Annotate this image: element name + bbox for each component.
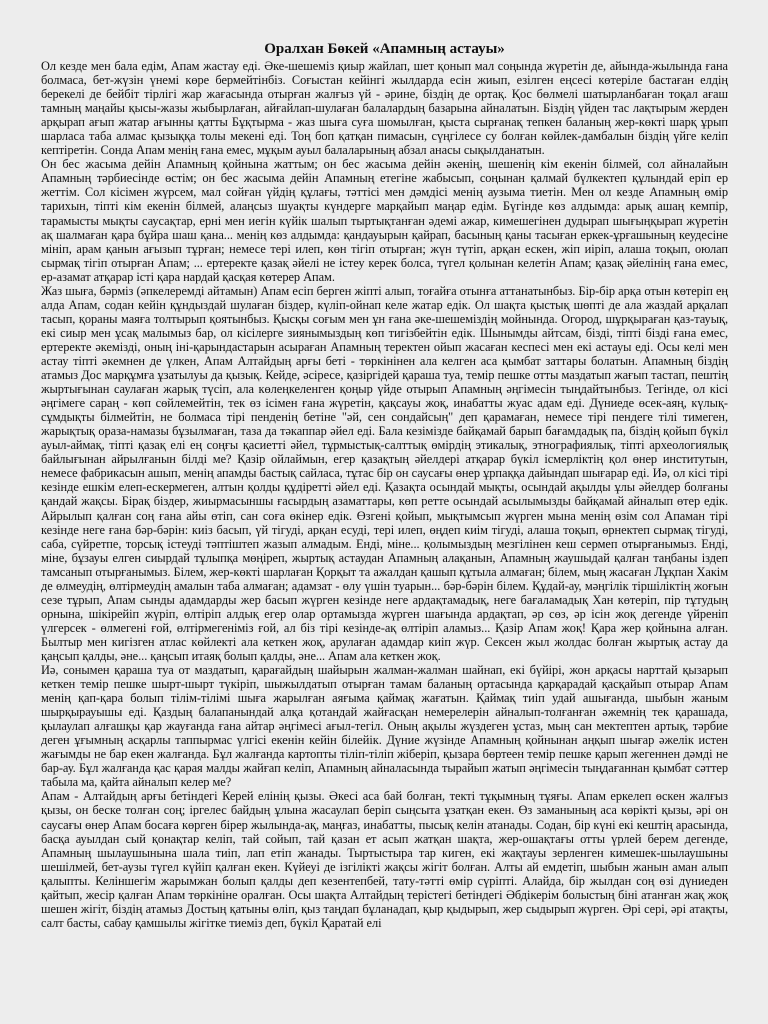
document-body bbox=[41, 59, 728, 930]
paragraph-3: Жаз шыға, бәрміз (әпкелеремді айтамын) Апам есіп берген жіпті алып, тоғайға отынға аттанатынбыз. Бір-бір арқа отын көтеріп ең алда Апам, содан кейін құндыздай шулаған біздер, күліп-ойнап келе жатар едік. Ол шақта қыстық шөпті де ала жаздай арқалап тасып, қораны маяға толтырып қоятынбыз. Қысқы соғым мен ұн ғана әке-шешеміздің мойнында. Огород, шұрқыраған қаз-тауық, екі сиыр мен ұсақ малымыз бар, ол кісілерге зиянымыздың көп тигізбейтін едік. Шынымды айтсам, бізді, тіпті бізді ғана емес, ертеректе әкемізді, оның іні-қарындастарын асыраған Апамның теректен ойып жасаған кеспесі мен екі астауы еді. Осы келі мен астау тіпті әкемнен де үлкен, Апам Алтайдың арғы беті - төркінінен ала келген аса қымбат заттары болатын. Апамның біздің атамыз Дос марқұмға ұзатылуы да қызық. Кейде, әсіресе, қазіргідей қараша туа, темір пешке отты маздатып жағып тастап, пештің жыртығынан саулаған жарық түсіп, ала көлеңкеленген қоңыр үйде отырып Апамның әңгімесін тыңдайтынбыз. Тегінде, ол кісі әңгімеге сараң - көп сөйлемейтін, тек өз ісімен ғана жүретін, қақсауы жоқ, инабатты жуас адам еді. Дүниеде өсек-аяң, күлық-сұмдықты білмейтін, не болмаса тірі пенденің бетіне "әй, сен сондайсың" деп қарамаған, немесе тірі пендеге тілі тимеген, жарықтық ораза-намазы бұзылмаған, таза да тәкаппар әйел еді. Бала кезімізде байқамай барып бағамдадық па, біздің қойып бүкіл ауыл-аймақ, тіпті қазақ елі ең соңғы қасиетті әйел, тұрмыстық-салттық өмірдің этикалық, этнографиялық, тіпті археологиялық байлығынан айрылғанын білді ме? Қазір ойлаймын, егер қазақтың әйелдері атқарар бүкіл ісмерліктің қол өнер институтын, немесе фабрикасын ашып, менің апамды бастық сайласа, тұтас бір он саусағы өнер ұрпаққа дайындап шығарар еді. Иә, ол кісі тірі кезінде ешкім елеп-ескермеген, алтын қолды құдіретті әйел еді. Қазақта осындай мықты, осындай ақылды ұлы әйелдер болғаны қандай жақсы. Бірақ біздер, жиырмасыншы ғасырдың азаматтары, көп ретте осындай асылымызды байқамай айналып өтер едік. Айрылып қалған соң ғана айы өтіп, сан соға өкінер едік. Өзгені қойып, мықтымсып жүрген мына менің өзім сол Апаман тірі кезінде неге ғана бәр-бәрін: киіз басып, үй тігуді, арқан есуді, тері илеп, өңдеп киім тігуді, алаша тоқып, өрнектеп сырмақ тігуді, саба, сүйретпе, торсық істеуді тәптіштеп жазып алмадым. Енді, міне... қолымыздың мезгілінен кеш сермеп отырғанымыз. Енді, міне, бұзауы елген сиырдай тұлыпқа мөңіреп, жыртық астаудан Апамның алақанын, Апамның жаушыдай қалған таңбаны іздеп тамсанып отырғанымыз. Білем, жер-көкті шарлаған Қорқыт та ажалдан қашып құтыла алмаған; білем, мың жасаған Лұқпан Хакім де өлмеудің, өлтірмеудің амалын таба алмаған; адамзат - өлу үшін туарын... бәр-бәрін білем. Құдай-ау, мәңгілік тіршіліктің жоғын сезе тұрып, Апам сынды адамдарды жер басып жүрген кезінде неге ардақтамадық, неге бағаламадық Хан көтеріп, пір тұтудың орнына, шікірейіп жүріп, өлтіріп алдық егер олар ортамызда жүрген шағында ардақтап, әр сөз, әр ісін жоқ дегенде үйреніп үлгерсек - өлмегені ғой, өлтірмегеніміз ғой, ал біз тірі кезінде-ақ өлтіріп аламыз... Қазір Апам жоқ! Қара жер қойнына алған. Былтыр мен кигізген атлас көйлекті ала кеткен жоқ, арулаған адамдар киіп жүр. Сексен жыл жолдас болған жыртық астау да қаңсып қалды, әне... қаңсып итаяқ болып қалды, әне... Апам ала кеткен жоқ. bbox=[41, 283, 728, 663]
paragraph-2: Он бес жасыма дейін Апамның қойнына жаттым; он бес жасыма дейін әкенің, шешенің кім екенін білмей, сол айналайын Апамның тәрбиесінде өстім; он бес жасыма дейін Апамның етегіне жабысып, соңынан қалмай бүлкектеп құлындай еріп ер жеттім. Сол кісімен жүрсем, мал сойған үйдің құлағы, тәттісі мен дәмдісі менің аузыма тиетін. Мен ол кезде Апамның өмір тарихын, тіпті кім екенін білмей, алаңсыз шуақты күндерге марқайып маңар едім. Бүгінде көз алдымда: арық ашаң кемпір, тарамысты мықты саусақтар, ерні мен иегін күйік шалып тыртықтанған әдемі ажар, кимешегінен дудырап шығыңқырап жүретін ақ шалмаған қара бұйра шаш қана... менің көз алдымда: қандауырын қайрап, басының қаны тасыған еркек-ұрғашының кеудесіне мініп, арам қанын ағызып тұрған; немесе тері илеп, көн тігіп отырған; жүн түтіп, арқан ескен, жіп иіріп, алаша тоқып, оюлап сырмақ тігіп отырған Апам; ... ертеректе қазақ әйелі не істеу керек болса, түгел қолынан келетін Апам; қазақ әйелінің ғана емес, ер-азамат атқарар істі қара нардай қасқая көтерер Апам. bbox=[41, 157, 728, 284]
paragraph-4: Иә, сонымен қараша туа от маздатып, қарағайдың шайырын жалман-жалман шайнап, екі бүйірі, жон арқасы нарттай қызарып кеткен темір пешке шырт-шырт түкіріп, шыжылдатып отырған тамам баланың ортасында қарқарадай қасқайып отырар Апам менің қап-қара болып тілім-тілімі шыға жарылған аяғыма қаймақ жағатын. Қаймақ тиіп удай ашығанда, шыбын жаным шырқырауышы еді. Қаздың балапанындай алқа қотандай жайғасқан немерелерін айналып-толғанған әжемнің тек қарашада, қылаулап алғашқы қар жауғанда ғана айтар әңгімесі ағыл-тегіл. Оның ақылы жүздеген ұстаз, мың сан мектептен артық, тәрбие деген ұғымның асқарлы таппырмас үлгісі екенін кейін білейік. Дүние жүзінде Апамның қойнынан аңқып шығар әжелік истен жағымды не бар екен жалғанда. Бұл жалғанда картопты тіліп-тіліп жіберіп, қызара бөртеен темір пешке қарып жегеннен дәмді не бар-ау. Бұл жалғанда қас қарая малды жайғап келіп, Апамның айналасында тырайып жатып әңгімесін тыңдағаннан қымбат сәттер табыла ма, қайта айналып келер ме? bbox=[41, 663, 728, 790]
paragraph-5: Апам - Алтайдың арғы бетіндегі Керей елінің қызы. Әкесі аса бай болған, текті тұқымның тұяғы. Апам еркелеп өскен жалғыз қызы, он беске толған соң; іргелес байдың ұлына жасаулап беріп сыңсыта ұзатқан екен. Өз заманының аса көрікті қызы, әрі он саусағы өнер Апам босаға көрген бірер жылында-ақ, маңғаз, инабатты, пысық келін атанады. Содан, бір күні екі кештің арасында, басқа ауылдан сый қонақтар келіп, тай сойып, тай қазан ет асып жатқан шақта, жер-ошақтағы отты үрлей берем дегенде, Апамның шылаушынына шала тиіп, лап етіп жанады. Тыртыстыра тар киген, екі жақтауы зерленген кимешек-шылаушыны шешілмей, бет-аузы түгел күйіп қалған екен. Күйеуі де ізгілікті жақсы жігіт болған. Алты ай емдетіп, шыбын жанын аман алып қалыпты. Келіншегім жарымжан болып қалды деп кезентепбей, тату-тәтті өмір сүріпті. Алайда, бір жылдан соң өзі дүниеден қайтып, жесір қалған Апам төркініне оралған. Осы шақта Алтайдың терістегі бетіндегі Әбдікерім болыстың біні атанған жақ жоқ шешен жігіт, біздің атамыз Достың қатыны өліп, қыз таңдап бұланадап, қыр қыдырып, жер сыдырып жүрген. Әрі сері, әрі атақты, салт басты, сабау қамшылы жігітке тиеміз деп, бүкіл Қаратай елі bbox=[41, 789, 728, 930]
paragraph-1: Ол кезде мен бала едім, Апам жастау еді. Әке-шешеміз қиыр жайлап, шет қонып мал соңында жүретін де, айында-жылында ғана болмаса, бет-жүзін үнемі көре бермейтінбіз. Соғыстан кейінгі жылдарда есін жиып, езілген еңсесі көтеріле бастаған елдің берекелі де бейбіт тірлігі жар жағасында отырған жалғыз үй - әрине, біздің де ортақ. Қос бөлмелі шатырланбаған тоқал ағаш тамның маңайы қысы-жазы жыбырлаған, айғайлап-шулаған балалардың базарына айналатын. Біздің үйден тас лақтырым жерден арқырап ағып жатар ағынны қатты Бұқтырма - жаз шыға суға шомылған, қыста сырғанақ тепкен баланың жер-көкті шарқ ұрып шарласа таба алмас қызыққа толы мекені еді. Тоң боп қатқан пимасын, сүңгілесе су болған көйлек-дамбалын біздің үйге келіп кептіретін. Сонда Апам менің ғана емес, мұқым ауыл балаларының абзал анасы сықылданатын. bbox=[41, 59, 728, 158]
document-title: Оралхан Бөкей «Апамның астауы» bbox=[264, 41, 505, 57]
